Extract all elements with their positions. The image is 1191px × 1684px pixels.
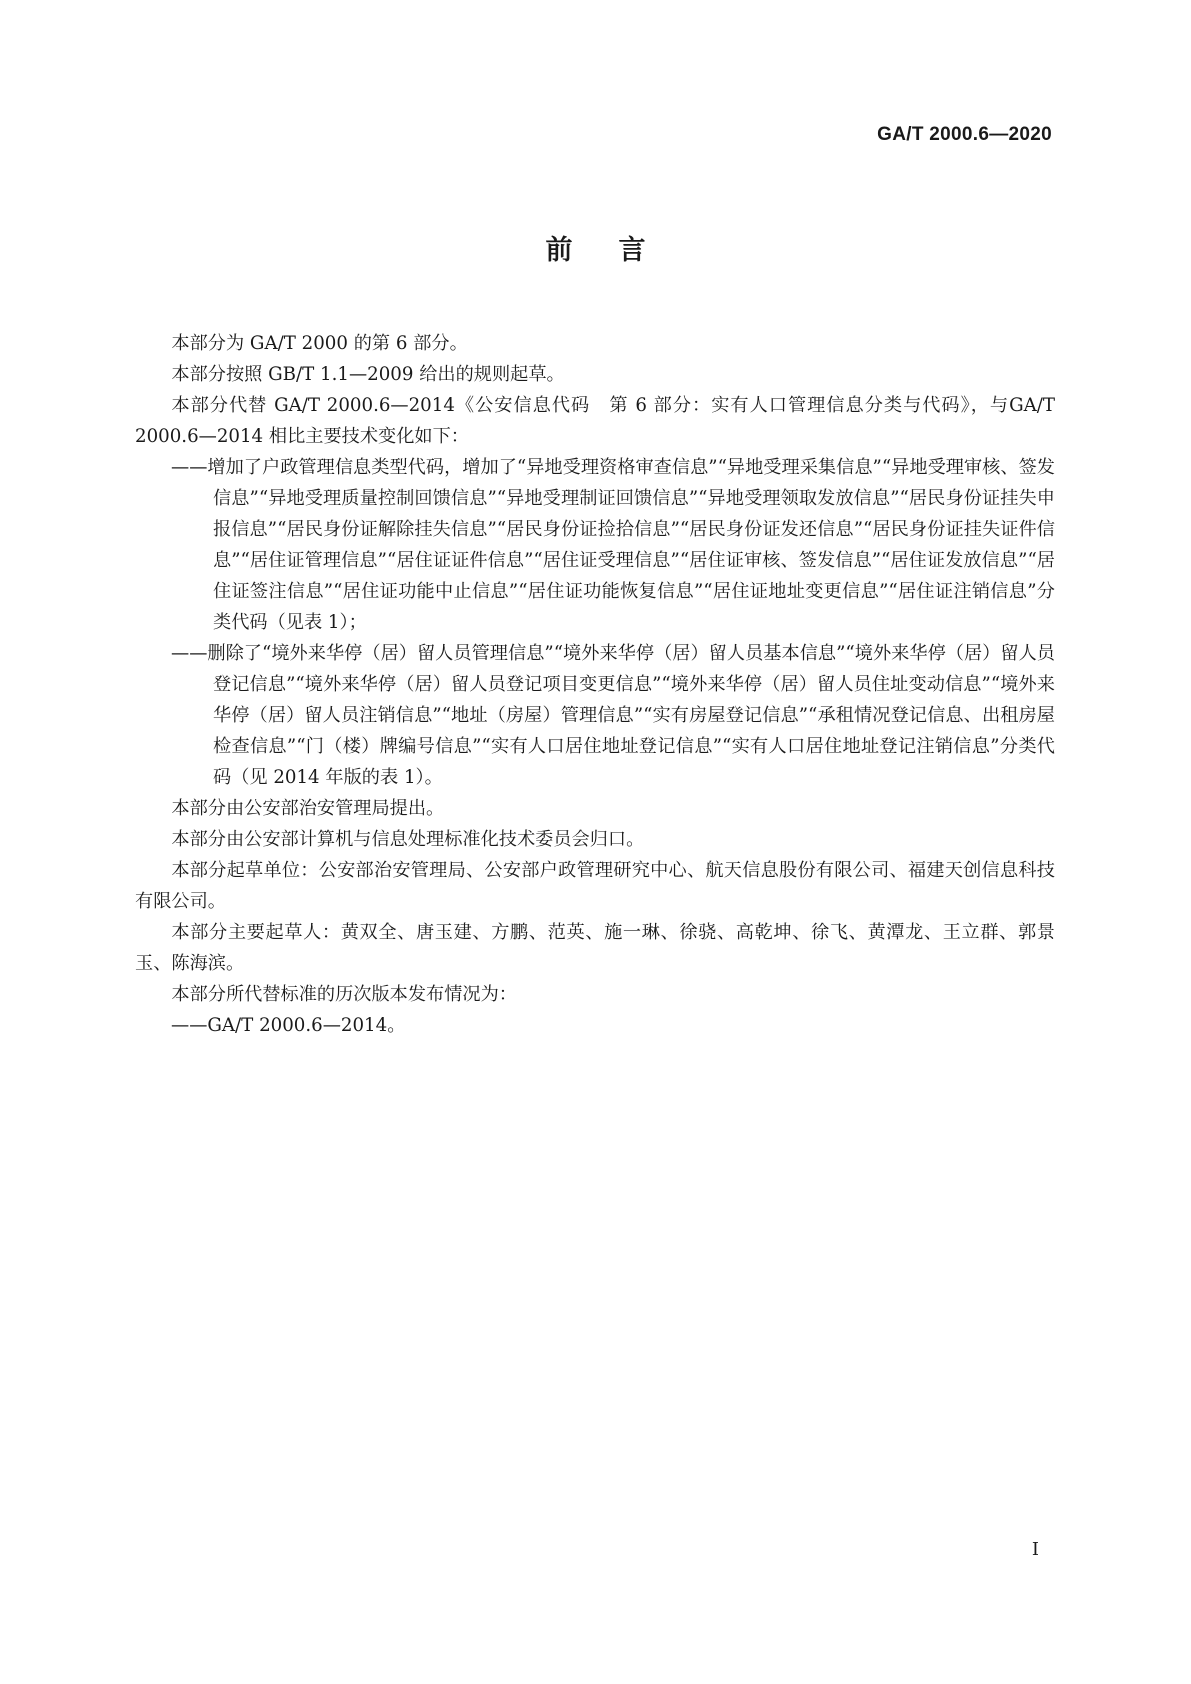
history-item: ——GA/T 2000.6—2014。 (171, 1015, 406, 1036)
change-item-added: ——增加了户政管理信息类型代码，增加了“异地受理资格审查信息”“异地受理采集信息”“异地受理审核、签发信息”“异地受理质量控制回馈信息”“异地受理制证回馈信息”“异地受理领取发放信息”“居民身份证挂失申报信息”“居民身份证解除挂失信息”“居民身份证捡拾信息”“居民身份证发还信息”“居民身份证挂失证件信息”“居住证管理信息”“居住证证件信息”“居住证受理信息”“居住证审核、签发信息”“居住证发放信息”“居住证签注信息”“居住证功能中止信息”“居住证功能恢复信息”“居住证地址变更信息”“居住证注销信息”分类代码（见表 1）； (171, 457, 1055, 633)
paragraph-drafting-units: 本部分起草单位：公安部治安管理局、公安部户政管理研究中心、航天信息股份有限公司、福建天创信息科技有限公司。 (135, 860, 1055, 912)
paragraph-drafters: 本部分主要起草人：黄双全、唐玉建、方鹏、范英、施一琳、徐骁、高乾坤、徐飞、黄潭龙、王立群、郭景玉、陈海滨。 (135, 922, 1055, 974)
paragraph-replacement: 本部分代替 GA/T 2000.6—2014《公安信息代码 第 6 部分：实有人口管理信息分类与代码》，与GA/T 2000.6—2014 相比主要技术变化如下： (135, 395, 1055, 447)
paragraph-part-scope: 本部分为 GA/T 2000 的第 6 部分。 (171, 333, 468, 354)
document-code: GA/T 2000.6—2020 (877, 124, 1052, 145)
page-title: 前言 (545, 235, 692, 266)
page-number: I (1031, 1539, 1039, 1560)
paragraph-centralized-by: 本部分由公安部计算机与信息处理标准化技术委员会归口。 (171, 829, 645, 850)
paragraph-proposer: 本部分由公安部治安管理局提出。 (171, 798, 445, 819)
paragraph-version-history: 本部分所代替标准的历次版本发布情况为： (171, 984, 517, 1005)
paragraph-drafting-rules: 本部分按照 GB/T 1.1—2009 给出的规则起草。 (171, 364, 565, 385)
foreword-body (135, 328, 1055, 1041)
change-item-deleted: ——删除了“境外来华停（居）留人员管理信息”“境外来华停（居）留人员基本信息”“境外来华停（居）留人员登记信息”“境外来华停（居）留人员登记项目变更信息”“境外来华停（居）留人员住址变动信息”“境外来华停（居）留人员注销信息”“地址（房屋）管理信息”“实有房屋登记信息”“承租情况登记信息、出租房屋检查信息”“门（楼）牌编号信息”“实有人口居住地址登记信息”“实有人口居住地址登记注销信息”分类代码（见 2014 年版的表 1）。 (171, 643, 1055, 788)
